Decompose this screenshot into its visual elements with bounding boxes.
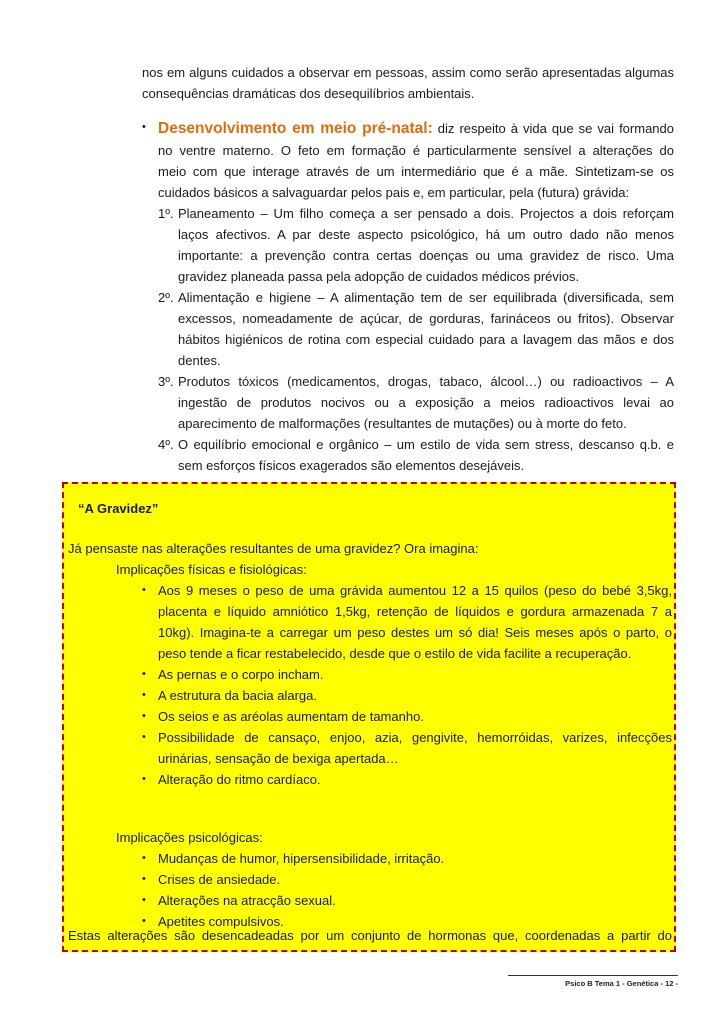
intro-paragraph bbox=[142, 62, 674, 104]
physical-item-line: A estrutura da bacia alarga. bbox=[158, 688, 317, 703]
care-item bbox=[158, 203, 674, 287]
physical-item-line: Os seios e as aréolas aumentam de tamanho. bbox=[158, 709, 424, 724]
bullet-icon: • bbox=[142, 852, 146, 864]
physical-item bbox=[142, 664, 672, 685]
bullet-icon: • bbox=[142, 689, 146, 701]
care-item-number: 2º. bbox=[158, 290, 174, 305]
bullet-icon: • bbox=[142, 731, 146, 743]
physical-list bbox=[142, 580, 672, 790]
physical-item bbox=[142, 769, 672, 790]
bullet-icon: • bbox=[142, 915, 146, 927]
psychological-item bbox=[142, 848, 672, 869]
development-line: cuidados básicos a salvaguardar pelos pais e, em particular, pela (futura) grávida: bbox=[158, 185, 630, 200]
box-title: “A Gravidez” bbox=[78, 501, 159, 516]
bullet-icon: • bbox=[142, 710, 146, 722]
bullet-icon: • bbox=[142, 584, 146, 596]
care-item-line: O equilíbrio emocional e orgânico – um estilo de vida sem stress, descanso q.b. e bbox=[178, 437, 674, 452]
bullet-icon: • bbox=[142, 873, 146, 885]
bullet-icon: • bbox=[142, 668, 146, 680]
care-item-number: 3º. bbox=[158, 374, 174, 389]
development-first-line: diz respeito à vida que se vai formando bbox=[437, 121, 674, 136]
psychological-item bbox=[142, 890, 672, 911]
development-bullet bbox=[142, 117, 674, 476]
care-item bbox=[158, 371, 674, 434]
physical-item-line: placenta e líquido amniótico 1,5kg, retenção de líquidos e gordura armazenada 7 a bbox=[158, 604, 672, 619]
bullet-icon: • bbox=[142, 121, 146, 133]
care-list bbox=[158, 203, 674, 476]
psychological-item-text: Crises de ansiedade. bbox=[158, 872, 281, 887]
physical-item bbox=[142, 706, 672, 727]
footer-rule bbox=[508, 975, 678, 976]
psychological-item bbox=[142, 869, 672, 890]
development-line: meio com que interage através de um intermediário que é a mãe. Sintetizam-se os bbox=[158, 164, 674, 179]
care-item bbox=[158, 434, 674, 476]
development-section bbox=[142, 117, 674, 476]
physical-item-line: Possibilidade de cansaço, enjoo, azia, gengivite, hemorróidas, varizes, infecções bbox=[158, 730, 672, 745]
care-item-line: gravidez planeada passa pela adopção de cuidados médicos prévios. bbox=[178, 269, 580, 284]
care-item-line: importante: a prevenção contra certas doenças ou uma gravidez de risco. Uma bbox=[178, 248, 674, 263]
care-item-line: ingestão de produtos nocivos ou a exposição a meios radioactivos levai ao bbox=[178, 395, 674, 410]
physical-item bbox=[142, 685, 672, 706]
intro-line: nos em alguns cuidados a observar em pessoas, assim como serão apresentadas algumas bbox=[142, 65, 674, 80]
care-item-line: Planeamento – Um filho começa a ser pensado a dois. Projectos a dois reforçam bbox=[178, 206, 674, 221]
physical-item-line: urinárias, sensação de bexiga apertada… bbox=[158, 751, 399, 766]
psychological-list bbox=[142, 848, 672, 932]
physical-heading: Implicações físicas e fisiológicas: bbox=[116, 562, 307, 577]
physical-item bbox=[142, 727, 672, 769]
page-footer: Psico B Tema 1 - Genética - 12 - bbox=[565, 979, 678, 988]
bullet-icon: • bbox=[142, 773, 146, 785]
physical-item-line: Alteração do ritmo cardíaco. bbox=[158, 772, 321, 787]
care-item-number: 4º. bbox=[158, 437, 174, 452]
bullet-icon: • bbox=[142, 894, 146, 906]
pregnancy-box bbox=[62, 482, 676, 952]
intro-line: consequências dramáticas dos desequilíbrios ambientais. bbox=[142, 86, 475, 101]
physical-item-line: Aos 9 meses o peso de uma grávida aumentou 12 a 15 quilos (peso do bebé 3,5kg, bbox=[158, 583, 672, 598]
psychological-heading: Implicações psicológicas: bbox=[116, 830, 263, 845]
physical-item-line: As pernas e o corpo incham. bbox=[158, 667, 324, 682]
psychological-item-text: Apetites compulsivos. bbox=[158, 914, 284, 929]
care-item-line: sem esforços físicos exagerados são elementos desejáveis. bbox=[178, 458, 525, 473]
box-final-line: Estas alterações são desencadeadas por um conjunto de hormonas que, coordenadas a partir do bbox=[68, 928, 672, 943]
psychological-item-text: Mudanças de humor, hipersensibilidade, irritação. bbox=[158, 851, 445, 866]
care-item-line: laços afectivos. A par deste aspecto psicológico, há um outro dado não menos bbox=[178, 227, 674, 242]
psychological-item-text: Alterações na atracção sexual. bbox=[158, 893, 336, 908]
care-item-line: dentes. bbox=[178, 353, 221, 368]
care-item bbox=[158, 287, 674, 371]
box-intro: Já pensaste nas alterações resultantes de uma gravidez? Ora imagina: bbox=[68, 541, 479, 556]
care-item-line: excessos, nomeadamente de açúcar, de gorduras, farináceos ou fritos). Observar bbox=[178, 311, 674, 326]
care-item-line: hábitos higiénicos de rotina com especial cuidado para a lavagem das mãos e dos bbox=[178, 332, 674, 347]
physical-item-line: peso tende a ficar restabelecido, desde que o estilo de vida facilite a recuperação. bbox=[158, 646, 632, 661]
physical-item-line: 10kg). Imagina-te a carregar um peso destes um só dia! Seis meses após o parto, o bbox=[158, 625, 672, 640]
care-item-line: Produtos tóxicos (medicamentos, drogas, tabaco, álcool…) ou radioactivos – A bbox=[178, 374, 674, 389]
development-line: no ventre materno. O feto em formação é particularmente sensível a alterações do bbox=[158, 143, 674, 158]
physical-item bbox=[142, 580, 672, 664]
care-item-line: Alimentação e higiene – A alimentação tem de ser equilibrada (diversificada, sem bbox=[178, 290, 674, 305]
care-item-number: 1º. bbox=[158, 206, 174, 221]
development-title: Desenvolvimento em meio pré-natal: bbox=[158, 120, 433, 137]
care-item-line: aparecimento de malformações (resultantes de mutações) ou à morte do feto. bbox=[178, 416, 627, 431]
